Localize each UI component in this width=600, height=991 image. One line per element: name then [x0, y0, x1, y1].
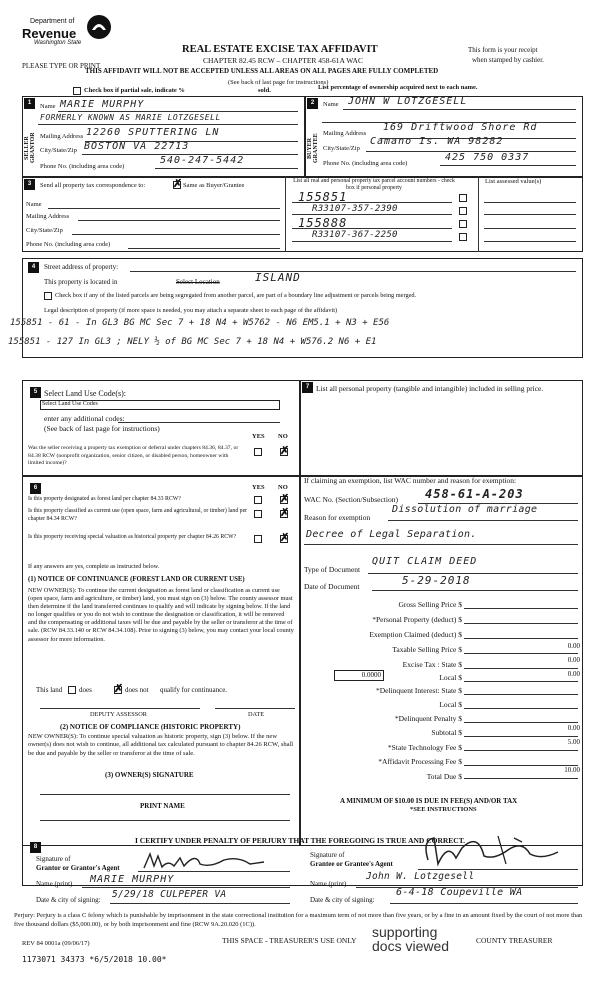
- buyer-city[interactable]: Camano Is. WA 98282: [370, 136, 504, 147]
- treasurer-space-label: THIS SPACE - TREASURER'S USE ONLY: [222, 936, 357, 945]
- exemption-question: Was the seller receiving a property tax exemption or deferral under chapters 84.36, 84.37, or 84.38 RCW (nonprofit organization, senior citizen, or disabled person, homeowner with limited income)?: [28, 445, 239, 466]
- segregated-label: Check box if any of the listed parcels are being segregated from another parcel, are part of a boundary line adjustment or parcels being merged.: [55, 292, 417, 299]
- grantor-sig-label1: Signature of: [36, 855, 71, 863]
- grantee-name[interactable]: John W. Lotzgesell: [366, 871, 475, 882]
- receipt-note-1: This form is your receipt: [468, 46, 538, 54]
- legal-line-1[interactable]: 155851 - 61 - In GL3 BG MC Sec 7 + 18 N4 + W5762 - N6 EM5.1 + N3 + E56: [10, 318, 390, 328]
- s6-q2-no[interactable]: [280, 510, 288, 518]
- seller-name-label: Name: [40, 103, 56, 110]
- claiming-exemption-label: If claiming an exemption, list WAC number and reason for exemption:: [304, 476, 517, 485]
- receipt-stamp: 1173071 34373 *6/5/2018 10.00*: [22, 955, 167, 964]
- buyer-name[interactable]: JOHN W LOTZGESELL: [348, 96, 468, 107]
- reason-label: Reason for exemption: [304, 513, 371, 522]
- type-or-print: PLEASE TYPE OR PRINT: [22, 62, 101, 70]
- calc-local-value: 0.00: [567, 670, 580, 678]
- calc-affidavit-fee-label: *Affidavit Processing Fee $: [378, 757, 462, 766]
- s5-no: NO: [278, 433, 288, 440]
- land-does-not-checkbox[interactable]: [114, 686, 122, 694]
- legal-description-label: Legal description of property (if more space is needed, you may attach a separate sheet to each page of the affidavit): [44, 307, 338, 314]
- form-instructions: (See back of last page for instructions): [228, 79, 329, 86]
- land-use-select-value[interactable]: Select Land Use Codes: [42, 401, 98, 407]
- section-8-badge: 8: [30, 842, 41, 853]
- form-chapter: CHAPTER 82.45 RCW – CHAPTER 458-61A WAC: [203, 56, 363, 65]
- land-use-label: Select Land Use Code(s):: [44, 389, 126, 398]
- parcel-3[interactable]: 155888: [298, 216, 348, 230]
- parcel-3-personal-checkbox[interactable]: [459, 220, 467, 228]
- grantor-name-label: Name (print): [36, 880, 73, 888]
- s3-city-label: City/State/Zip: [26, 227, 63, 234]
- date-label: DATE: [248, 711, 265, 718]
- parcel-2[interactable]: R33107-357-2390: [312, 204, 398, 214]
- watermark-supporting: supporting: [372, 924, 438, 940]
- buyer-phone[interactable]: 425 750 0337: [445, 152, 530, 163]
- seller-city-label: City/State/Zip: [40, 147, 77, 154]
- calc-subtotal-value: 0.00: [567, 724, 580, 732]
- reason-value-2[interactable]: Decree of Legal Separation.: [306, 529, 477, 540]
- calc-total-value: 10.00: [564, 766, 580, 774]
- doc-date-value[interactable]: 5-29-2018: [402, 574, 471, 587]
- grantee-date-label: Date & city of signing:: [310, 896, 375, 904]
- section-4-badge: 4: [28, 262, 39, 273]
- location-value[interactable]: ISLAND: [255, 271, 301, 284]
- calc-tech-fee-value: 5.00: [567, 738, 580, 746]
- form-warning: THIS AFFIDAVIT WILL NOT BE ACCEPTED UNLESS ALL AREAS ON ALL PAGES ARE FULLY COMPLETED: [85, 67, 439, 75]
- doc-type-label: Type of Document: [304, 565, 361, 574]
- buyer-city-label: City/State/Zip: [323, 145, 360, 152]
- s6-q1-no[interactable]: [280, 496, 288, 504]
- deputy-assessor-label: DEPUTY ASSESSOR: [90, 711, 147, 718]
- select-location[interactable]: Select Location: [176, 278, 220, 286]
- calc-exemption-label: Exemption Claimed (deduct) $: [369, 630, 462, 639]
- s6-q2-yes[interactable]: [254, 510, 262, 518]
- grantor-signature-image: [140, 850, 270, 872]
- s6-q3-yes[interactable]: [254, 535, 262, 543]
- seller-mailing-label: Mailing Address: [40, 133, 84, 140]
- additional-codes-label: enter any additional codes:: [44, 414, 125, 423]
- partial-sale-checkbox[interactable]: [73, 87, 81, 95]
- s6-no: NO: [278, 484, 288, 491]
- doc-type-value[interactable]: QUIT CLAIM DEED: [372, 556, 478, 567]
- seller-name[interactable]: MARIE MURPHY: [60, 99, 145, 110]
- grantee-date[interactable]: 6-4-18 Coupeville WA: [396, 887, 523, 898]
- calc-gross-label: Gross Selling Price $: [398, 600, 462, 609]
- rev-number: REV 84 0001a (09/06/17): [22, 940, 90, 947]
- grantee-sig-label2: Grantee or Grantee's Agent: [310, 860, 393, 868]
- calc-state-tax-label: Excise Tax : State $: [402, 660, 462, 669]
- grantor-name[interactable]: MARIE MURPHY: [90, 874, 175, 885]
- section-5-badge: 5: [30, 387, 41, 398]
- local-rate-box[interactable]: 0.0000: [334, 670, 384, 681]
- parcel-2-personal-checkbox[interactable]: [459, 207, 467, 215]
- dept-line3: Washington State: [34, 40, 82, 46]
- s6-q2: Is this property classified as current use (open space, farm and agricultural, or timber) land per chapter 84.34 RCW?: [28, 508, 248, 522]
- street-address-label: Street address of property:: [44, 263, 119, 271]
- grantor-date[interactable]: 5/29/18 CULPEPER VA: [112, 889, 227, 900]
- certify-statement: I CERTIFY UNDER PENALTY OF PERJURY THAT THE FOREGOING IS TRUE AND CORRECT.: [135, 836, 466, 845]
- buyer-mailing[interactable]: 169 Driftwood Shore Rd: [383, 122, 538, 133]
- buyer-side-label: BUYER GRANTEE: [307, 133, 319, 163]
- parcel-header: List all real and personal property tax parcel account numbers - check box if personal property: [293, 178, 455, 191]
- grantee-sig-label1: Signature of: [310, 851, 345, 859]
- ownership-pct-note: List percentage of ownership acquired next to each name.: [318, 84, 478, 91]
- partial-sale-label: Check box if partial sale, indicate %: [84, 87, 185, 94]
- notice2-title: (2) NOTICE OF COMPLIANCE (HISTORIC PROPERTY): [60, 723, 241, 731]
- dept-line1: Department of: [30, 18, 75, 25]
- section-2-badge: 2: [307, 98, 318, 109]
- seller-phone[interactable]: 540-247-5442: [160, 155, 245, 166]
- legal-line-2[interactable]: 155851 - 127 In GL3 ; NELY ½ of BG MC Sec 7 + 18 N4 + W576.2 N6 + E1: [8, 337, 377, 347]
- wac-label: WAC No. (Section/Subsection): [304, 495, 398, 504]
- s6-if-yes: If any answers are yes, complete as instructed below.: [28, 563, 160, 570]
- land-does-checkbox[interactable]: [68, 686, 76, 694]
- perjury-notice: Perjury: Perjury is a class C felony which is punishable by imprisonment in the state correctional institution for a maximum term of not more than five years, or by a fine in an amount fixed by the court of not more than five thousand dollars ($5,000.00), or by both imprisonment and fine (RCW 9A.20.020 (1C)).: [14, 912, 583, 928]
- buyer-phone-label: Phone No. (including area code): [323, 160, 408, 167]
- section-7-badge: 7: [302, 382, 313, 393]
- same-as-buyer-label: Same as Buyer/Grantee: [183, 182, 245, 189]
- s5-no-checkbox[interactable]: [280, 448, 288, 456]
- seller-city[interactable]: BOSTON VA 22713: [84, 141, 190, 152]
- located-in-label: This property is located in: [44, 278, 118, 286]
- s6-q3-no[interactable]: [280, 535, 288, 543]
- notice1-title: (1) NOTICE OF CONTINUANCE (FOREST LAND OR CURRENT USE): [28, 576, 245, 583]
- grantor-sig-label2: Grantor or Grantor's Agent: [36, 864, 120, 872]
- section-6-badge: 6: [30, 483, 41, 494]
- seller-name-line2[interactable]: FORMERLY KNOWN AS MARIE LOTZGESELL: [40, 113, 221, 122]
- section-1-badge: 1: [24, 98, 35, 109]
- same-as-buyer-checkbox[interactable]: [173, 181, 181, 189]
- section6-box: [22, 476, 300, 846]
- land-does-label: does: [79, 686, 92, 694]
- minimum-due-note: A MINIMUM OF $10.00 IS DUE IN FEE(S) AND/OR TAX: [340, 797, 518, 805]
- notice2-body: NEW OWNER(S): To continue special valuation as historic property, sign (3) below. If the new owner(s) does not wish to continue, all additional tax calculated pursuant to chapter 84.26 RCW, shall be due and payable by the seller or transferor at the time of sale.: [28, 733, 294, 757]
- qualify-label: qualify for continuance.: [160, 686, 228, 694]
- s3-mailing-label: Mailing Address: [26, 213, 70, 220]
- see-back-label: (See back of last page for instructions): [44, 424, 160, 433]
- s3-name-label: Name: [26, 201, 42, 208]
- seller-side-label: SELLER GRANTOR: [24, 132, 36, 164]
- sold-label: sold.: [258, 87, 271, 94]
- this-land-label: This land: [36, 686, 63, 694]
- section7-box: [300, 380, 583, 476]
- calc-personal-label: *Personal Property (deduct) $: [372, 615, 462, 624]
- s6-q3: Is this property receiving special valuation as historical property per chapter 84.26 RCW?: [28, 534, 237, 540]
- calc-tech-fee-label: *State Technology Fee $: [387, 743, 462, 752]
- section-3-badge: 3: [24, 179, 35, 190]
- print-name-label: PRINT NAME: [140, 802, 185, 810]
- s6-q1-yes[interactable]: [254, 496, 262, 504]
- s3-phone-label: Phone No. (including area code): [26, 241, 111, 248]
- buyer-name-label: Name: [323, 101, 339, 108]
- see-instructions-note: *SEE INSTRUCTIONS: [410, 806, 477, 813]
- s5-yes-checkbox[interactable]: [254, 448, 262, 456]
- parcel-1-personal-checkbox[interactable]: [459, 194, 467, 202]
- reason-value[interactable]: Dissolution of marriage: [392, 504, 538, 515]
- calc-delinquent-local-label: Local $: [439, 700, 462, 709]
- form-title: REAL ESTATE EXCISE TAX AFFIDAVIT: [182, 44, 378, 55]
- dor-logo-icon: [86, 14, 112, 40]
- county-treasurer-label: COUNTY TREASURER: [476, 936, 553, 945]
- calc-subtotal-label: Subtotal $: [431, 728, 462, 737]
- segregated-checkbox[interactable]: [44, 292, 52, 300]
- wac-value[interactable]: 458-61-A-203: [425, 487, 524, 501]
- receipt-note-2: when stamped by cashier.: [472, 56, 544, 64]
- notice1-body: NEW OWNER(S): To continue the current designation as forest land or classification as current use (open space, farm and agriculture, or timber) land, you must sign on (3) below. The county assessor must then determine if the land transferred continues to qualify and will indicate by signing below. If the land no longer qualifies or you do not wish to continue the designation or classification, it will be removed and the compensating or additional taxes will be due and payable by the seller or transferor at the time of sale. (RCW 84.33.140 or RCW 84.34.108). Prior to signing (3) below, you may contact your local county assessor for more information.: [28, 587, 294, 643]
- s5-yes: YES: [252, 433, 265, 440]
- calc-penalty-label: *Delinquent Penalty $: [394, 714, 462, 723]
- assessed-header: List assessed value(s): [485, 178, 542, 185]
- calc-delinquent-state-label: *Delinquent Interest: State $: [375, 686, 462, 695]
- personal-property-label: List all personal property (tangible and intangible) included in selling price.: [316, 384, 544, 393]
- calc-local-label: Local $: [439, 673, 462, 682]
- send-correspondence-label: Send all property tax correspondence to:: [40, 182, 146, 189]
- watermark-docs-viewed: docs viewed: [372, 938, 450, 954]
- seller-mailing[interactable]: 12260 SPUTTERING LN: [86, 127, 220, 138]
- owner-signature-label: (3) OWNER(S) SIGNATURE: [105, 771, 194, 779]
- parcel-4-personal-checkbox[interactable]: [459, 233, 467, 241]
- land-does-not-label: does not: [125, 686, 149, 694]
- calc-state-tax-value: 0.00: [567, 656, 580, 664]
- calc-total-label: Total Due $: [426, 772, 462, 781]
- grantee-name-label: Name (print): [310, 880, 347, 888]
- calc-taxable-value: 0.00: [567, 642, 580, 650]
- grantor-date-label: Date & city of signing:: [36, 896, 101, 904]
- parcel-1[interactable]: 155851: [298, 190, 348, 204]
- dept-line2: Revenue: [22, 26, 77, 41]
- doc-date-label: Date of Document: [304, 582, 360, 591]
- grantee-signature-image: [418, 830, 568, 870]
- buyer-mailing-label: Mailing Address: [323, 130, 367, 137]
- calc-taxable-label: Taxable Selling Price $: [392, 645, 462, 654]
- seller-phone-label: Phone No. (including area code): [40, 163, 125, 170]
- parcel-4[interactable]: R33107-367-2250: [312, 230, 398, 240]
- s6-yes: YES: [252, 484, 265, 491]
- s6-q1: Is this property designated as forest land per chapter 84.33 RCW?: [28, 496, 181, 502]
